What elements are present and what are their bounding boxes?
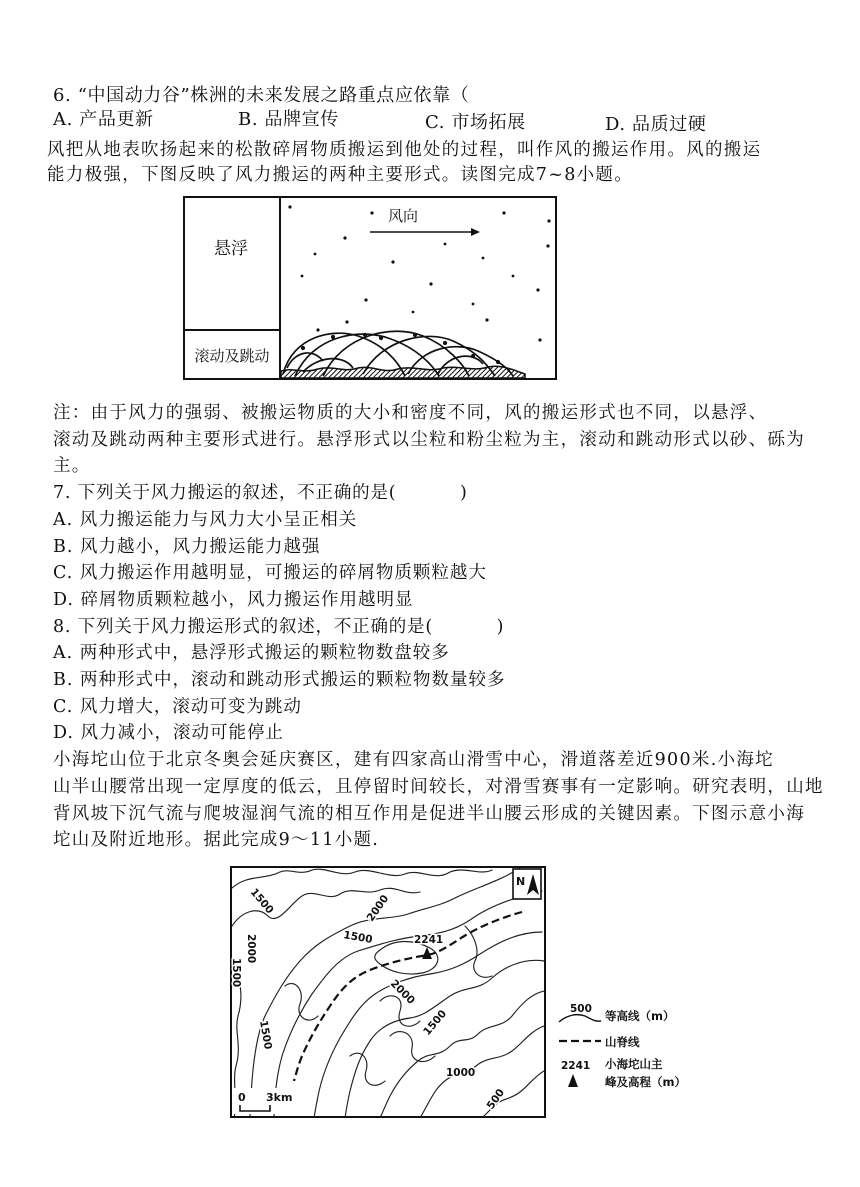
- passage-xiaohaituo-mountain: [53, 747, 853, 854]
- particle-dot: [391, 260, 394, 263]
- scale-bar: [234, 1088, 294, 1114]
- particle-dot: [485, 318, 488, 321]
- question-8: [53, 614, 853, 748]
- particle-dot: [331, 335, 335, 339]
- legend-contour-symbol: [559, 1015, 601, 1022]
- scale-end: 3km: [266, 1091, 293, 1104]
- particle-dot: [314, 253, 317, 256]
- particle-dot: [512, 275, 515, 278]
- passage-line: 能力极强，下图反映了风力搬运的两种主要形式。读图完成7~8小题。: [47, 164, 634, 185]
- legend-peak-value: 2241: [561, 1060, 591, 1072]
- question-6-option-d: D. 品质过硬: [605, 114, 707, 135]
- question-6-option-a: A. 产品更新: [53, 109, 154, 130]
- scale-start: 0: [238, 1091, 246, 1104]
- question-7-option-d: D. 碎屑物质颗粒越小，风力搬运作用越明显: [53, 589, 414, 610]
- passage-wind-transport: [47, 138, 847, 188]
- particle-dot: [370, 211, 373, 214]
- passage-line: 小海坨山位于北京冬奥会延庆赛区，建有四家高山滑雪中心，滑道落差近900米.小海坨: [53, 750, 774, 771]
- questions-section: [53, 400, 853, 854]
- label-suspension: 悬浮: [214, 239, 248, 259]
- question-7-stem: 7. 下列关于风力搬运的叙述，不正确的是( ): [53, 483, 468, 504]
- contour-label: 1500: [247, 886, 276, 917]
- question-8-option-c: C. 风力增大，滚动可变为跳动: [53, 696, 302, 717]
- particle-dot: [496, 360, 500, 364]
- label-rolling-saltation: 滚动及跳动: [194, 347, 270, 365]
- note-line: 主。: [53, 456, 91, 477]
- particle-dot: [472, 303, 475, 306]
- legend-ridge-text: 山脊线: [605, 1035, 640, 1049]
- particle-dot: [482, 257, 485, 260]
- legend-peak-text-1: 小海坨山主: [605, 1057, 663, 1071]
- question-8-option-d: D. 风力减小，滚动可能停止: [53, 723, 285, 744]
- wind-transport-diagram: [183, 196, 557, 380]
- topographic-map: [230, 866, 546, 1118]
- contour-label: 1500: [257, 1019, 274, 1051]
- legend-peak-text-2: 峰及高程（m）: [605, 1075, 686, 1089]
- question-7-option-a: A. 风力搬运能力与风力大小呈正相关: [53, 509, 358, 530]
- contour-label: 1500: [421, 1007, 450, 1038]
- particle-dot: [538, 338, 541, 341]
- particle-dot: [429, 282, 432, 285]
- particle-dot: [536, 288, 539, 291]
- question-8-option-a: A. 两种形式中，悬浮形式搬运的颗粒物数盘较多: [53, 643, 450, 664]
- wind-direction-label: 风向: [388, 207, 419, 225]
- peak-elevation-label: 2241: [414, 934, 444, 946]
- question-7-option-c: C. 风力搬运作用越明显，可搬运的碎屑物质颗粒越大: [53, 563, 487, 584]
- question-8-stem: 8. 下列关于风力搬运形式的叙述，不正确的是( ): [53, 616, 505, 637]
- particle-dot: [301, 346, 305, 350]
- north-arrow: [513, 869, 541, 899]
- particle-dot: [364, 298, 367, 301]
- particle-dot: [546, 244, 549, 247]
- passage-line: 坨山及附近地形。据此完成9～11小题.: [53, 830, 380, 851]
- contour-label: 500: [484, 1086, 508, 1112]
- passage-line: 风把从地表吹扬起来的松散碎屑物质搬运到他处的过程，叫作风的搬运作用。风的搬运: [47, 139, 762, 160]
- contour-label: 2000: [245, 934, 257, 964]
- particle-dot: [343, 236, 346, 239]
- contour-label: 2000: [364, 892, 392, 924]
- map-legend: [555, 995, 705, 1095]
- contour-label: 2000: [387, 977, 418, 1007]
- question-7-option-b: B. 风力越小，风力搬运能力越强: [53, 536, 321, 557]
- particle-dot: [443, 341, 447, 345]
- figure-note: [53, 400, 853, 480]
- passage-line: 背风坡下沉气流与爬坡湿润气流的相互作用是促进半山腰云形成的关键因素。下图示意小海: [53, 803, 805, 824]
- particle-dot: [379, 336, 383, 340]
- particle-dot: [413, 333, 417, 337]
- contour-label: 1500: [230, 958, 242, 988]
- contour-label: 1000: [446, 1067, 476, 1079]
- particle-dot: [363, 333, 367, 337]
- particle-dot: [301, 275, 304, 278]
- particle-dot: [412, 311, 415, 314]
- legend-contour-text: 等高线（m）: [605, 1009, 675, 1023]
- particle-dot: [444, 243, 447, 246]
- particle-dot: [288, 205, 291, 208]
- particle-dot: [502, 211, 505, 214]
- legend-contour-value: 500: [570, 1003, 592, 1015]
- passage-line: 山半山腰常出现一定厚度的低云，且停留时间较长，对滑雪赛事有一定影响。研究表明，山地: [53, 776, 824, 797]
- question-6-stem: 6. “中国动力谷”株洲的未来发展之路重点应依靠（: [53, 85, 470, 106]
- particle-dot: [547, 219, 550, 222]
- question-7: [53, 480, 853, 614]
- legend-peak-icon: [568, 1074, 578, 1087]
- north-label: N: [516, 875, 526, 888]
- contour-label: 1500: [342, 929, 374, 947]
- question-6-option-b: B. 品牌宣传: [238, 109, 339, 130]
- note-line: 滚动及跳动两种主要形式进行。悬浮形式以尘粒和粉尘粒为主，滚动和跳动形式以砂、砾为: [53, 429, 805, 450]
- question-8-option-b: B. 两种形式中，滚动和跳动形式搬运的颗粒物数量较多: [53, 670, 506, 691]
- note-line: 注：由于风力的强弱、被搬运物质的大小和密度不同，风的搬运形式也不同，以悬浮、: [53, 403, 768, 423]
- particle-dot: [316, 328, 319, 331]
- question-6-option-c: C. 市场拓展: [425, 112, 526, 133]
- particle-dot: [345, 320, 348, 323]
- particle-dot: [471, 354, 475, 358]
